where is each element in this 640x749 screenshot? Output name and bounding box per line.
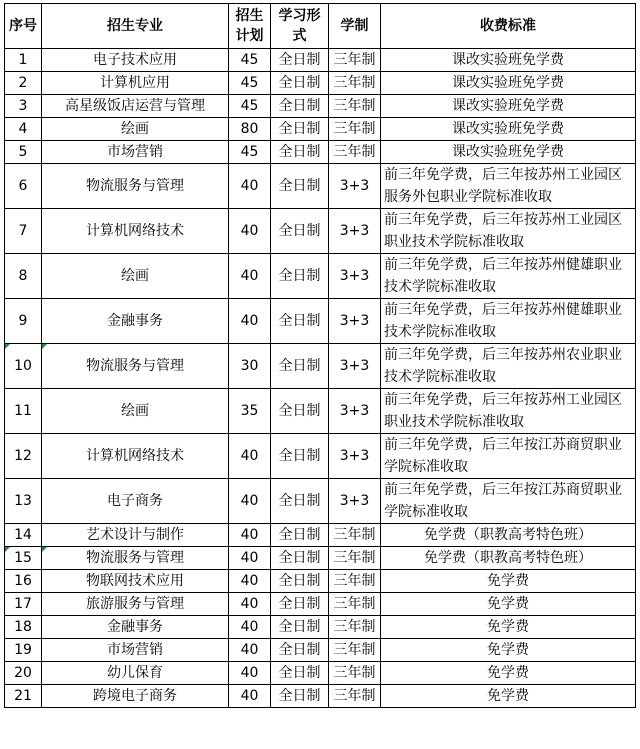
row-fee: 前三年免学费，后三年按苏州工业园区职业技术学院标准收取 [381,389,636,434]
row-system: 3+3 [329,164,381,209]
table-header [5,4,636,49]
table-row [5,639,636,662]
row-plan: 40 [229,547,271,570]
row-major: 市场营销 [42,141,229,164]
table-body [5,49,636,708]
row-index: 9 [5,299,42,344]
row-system: 三年制 [329,616,381,639]
row-form: 全日制 [271,570,329,593]
row-fee: 前三年免学费，后三年按江苏商贸职业学院标准收取 [381,479,636,524]
row-fee: 免学费（职教高考特色班） [381,547,636,570]
row-fee: 课改实验班免学费 [381,95,636,118]
row-major: 电子商务 [42,479,229,524]
table-row [5,389,636,434]
table-row [5,209,636,254]
row-major: 绘画 [42,118,229,141]
header-plan: 招生计划 [229,4,271,49]
table-row [5,72,636,95]
row-form: 全日制 [271,662,329,685]
row-plan: 80 [229,118,271,141]
row-system: 三年制 [329,547,381,570]
row-system: 3+3 [329,344,381,389]
row-fee: 免学费 [381,662,636,685]
table-row [5,118,636,141]
table-row [5,254,636,299]
table-row [5,616,636,639]
row-fee: 前三年免学费，后三年按江苏商贸职业学院标准收取 [381,434,636,479]
row-plan: 40 [229,662,271,685]
row-major: 物流服务与管理 [42,344,229,389]
table-row [5,524,636,547]
row-plan: 45 [229,141,271,164]
row-form: 全日制 [271,209,329,254]
table-row [5,299,636,344]
row-form: 全日制 [271,434,329,479]
row-index: 8 [5,254,42,299]
table-row [5,593,636,616]
row-fee: 前三年免学费，后三年按苏州农业职业技术学院标准收取 [381,344,636,389]
row-fee: 前三年免学费，后三年按苏州工业园区服务外包职业学院标准收取 [381,164,636,209]
row-index: 4 [5,118,42,141]
table-row [5,95,636,118]
row-plan: 40 [229,593,271,616]
table-row [5,434,636,479]
row-system: 三年制 [329,72,381,95]
row-system: 三年制 [329,593,381,616]
table-row [5,547,636,570]
row-major: 绘画 [42,389,229,434]
row-major: 艺术设计与制作 [42,524,229,547]
table-row [5,344,636,389]
enrollment-table [4,3,636,708]
row-form: 全日制 [271,164,329,209]
row-plan: 40 [229,209,271,254]
row-system: 三年制 [329,95,381,118]
table-row [5,685,636,708]
header-index: 序号 [5,4,42,49]
row-index: 17 [5,593,42,616]
row-major: 计算机应用 [42,72,229,95]
row-form: 全日制 [271,524,329,547]
row-plan: 45 [229,49,271,72]
table-row [5,662,636,685]
row-plan: 40 [229,639,271,662]
table-row [5,479,636,524]
row-major: 绘画 [42,254,229,299]
row-plan: 40 [229,299,271,344]
row-fee: 前三年免学费，后三年按苏州健雄职业技术学院标准收取 [381,299,636,344]
row-system: 3+3 [329,479,381,524]
row-major: 物流服务与管理 [42,547,229,570]
row-index: 11 [5,389,42,434]
row-system: 3+3 [329,254,381,299]
row-plan: 40 [229,479,271,524]
row-plan: 45 [229,72,271,95]
row-system: 三年制 [329,118,381,141]
row-index: 1 [5,49,42,72]
row-system: 三年制 [329,524,381,547]
row-fee: 课改实验班免学费 [381,49,636,72]
row-system: 3+3 [329,299,381,344]
row-index: 18 [5,616,42,639]
row-major: 计算机网络技术 [42,434,229,479]
row-index: 12 [5,434,42,479]
table-row [5,49,636,72]
row-major: 旅游服务与管理 [42,593,229,616]
header-major: 招生专业 [42,4,229,49]
row-form: 全日制 [271,547,329,570]
row-major: 物联网技术应用 [42,570,229,593]
row-fee: 课改实验班免学费 [381,72,636,95]
header-fee: 收费标准 [381,4,636,49]
row-major: 跨境电子商务 [42,685,229,708]
row-plan: 40 [229,164,271,209]
row-index: 14 [5,524,42,547]
table-row [5,570,636,593]
row-form: 全日制 [271,254,329,299]
row-fee: 免学费 [381,593,636,616]
row-index: 3 [5,95,42,118]
row-major: 金融事务 [42,616,229,639]
row-system: 3+3 [329,434,381,479]
row-fee: 课改实验班免学费 [381,118,636,141]
row-system: 三年制 [329,685,381,708]
row-form: 全日制 [271,479,329,524]
row-fee: 免学费 [381,639,636,662]
row-plan: 40 [229,570,271,593]
row-form: 全日制 [271,639,329,662]
row-plan: 40 [229,685,271,708]
row-fee: 课改实验班免学费 [381,141,636,164]
header-form: 学习形式 [271,4,329,49]
row-form: 全日制 [271,593,329,616]
row-major: 金融事务 [42,299,229,344]
table-row [5,164,636,209]
row-index: 2 [5,72,42,95]
row-form: 全日制 [271,118,329,141]
row-major: 幼儿保育 [42,662,229,685]
row-index: 6 [5,164,42,209]
row-system: 三年制 [329,662,381,685]
row-major: 电子技术应用 [42,49,229,72]
row-form: 全日制 [271,49,329,72]
row-system: 三年制 [329,570,381,593]
row-system: 3+3 [329,209,381,254]
row-plan: 30 [229,344,271,389]
row-index: 16 [5,570,42,593]
row-fee: 前三年免学费，后三年按苏州工业园区职业技术学院标准收取 [381,209,636,254]
row-form: 全日制 [271,141,329,164]
row-major: 计算机网络技术 [42,209,229,254]
row-plan: 40 [229,434,271,479]
row-form: 全日制 [271,72,329,95]
row-index: 7 [5,209,42,254]
row-form: 全日制 [271,685,329,708]
row-system: 三年制 [329,49,381,72]
row-system: 三年制 [329,639,381,662]
row-form: 全日制 [271,95,329,118]
row-form: 全日制 [271,344,329,389]
row-plan: 40 [229,524,271,547]
row-index: 13 [5,479,42,524]
row-form: 全日制 [271,616,329,639]
row-plan: 35 [229,389,271,434]
row-system: 三年制 [329,141,381,164]
table-row [5,141,636,164]
row-fee: 前三年免学费，后三年按苏州健雄职业技术学院标准收取 [381,254,636,299]
row-major: 市场营销 [42,639,229,662]
row-fee: 免学费 [381,570,636,593]
row-index: 10 [5,344,42,389]
row-major: 高星级饭店运营与管理 [42,95,229,118]
row-fee: 免学费 [381,616,636,639]
row-index: 21 [5,685,42,708]
row-index: 19 [5,639,42,662]
row-index: 5 [5,141,42,164]
row-form: 全日制 [271,389,329,434]
row-fee: 免学费（职教高考特色班） [381,524,636,547]
row-fee: 免学费 [381,685,636,708]
row-index: 15 [5,547,42,570]
row-form: 全日制 [271,299,329,344]
header-system: 学制 [329,4,381,49]
row-plan: 40 [229,254,271,299]
row-plan: 45 [229,95,271,118]
row-major: 物流服务与管理 [42,164,229,209]
row-system: 3+3 [329,389,381,434]
row-index: 20 [5,662,42,685]
row-plan: 40 [229,616,271,639]
header-row [5,4,636,49]
